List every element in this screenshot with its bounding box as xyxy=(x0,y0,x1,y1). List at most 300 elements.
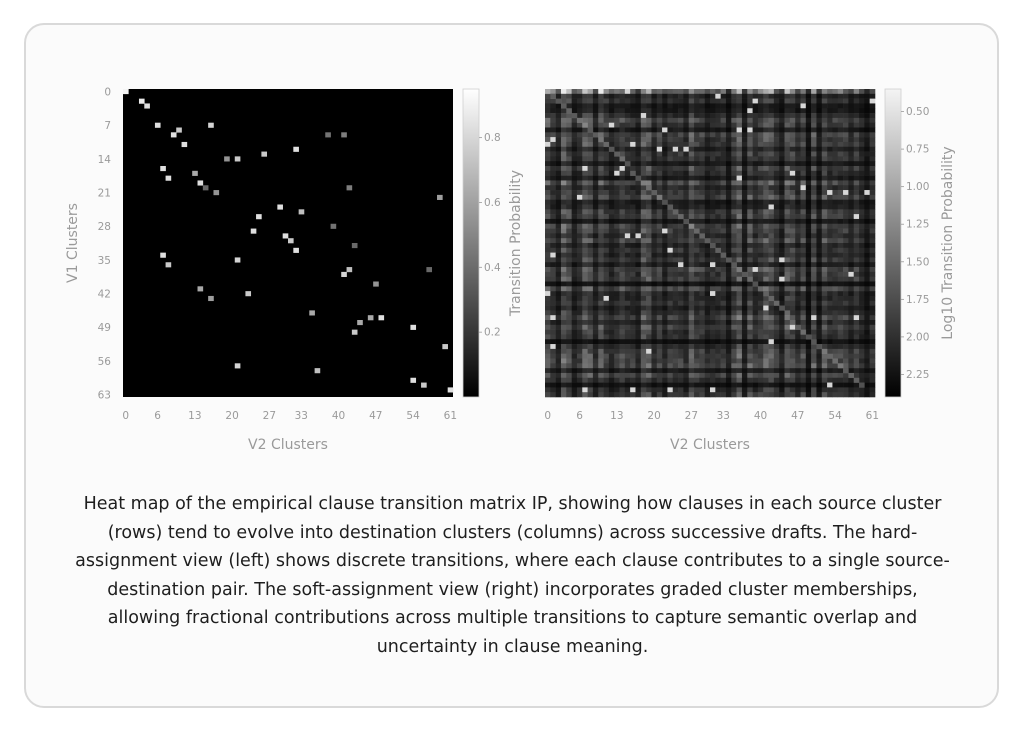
heatmap-cell xyxy=(678,99,684,104)
heatmap-cell xyxy=(864,147,870,152)
heatmap-cell xyxy=(598,286,604,291)
heatmap-cell xyxy=(848,330,854,335)
heatmap-cell xyxy=(710,233,716,238)
heatmap-cell xyxy=(758,378,764,383)
heatmap-cell xyxy=(545,195,551,200)
heatmap-cell xyxy=(827,339,833,344)
heatmap-cell xyxy=(747,137,753,142)
heatmap-cell xyxy=(763,132,769,137)
heatmap-cell xyxy=(550,306,556,311)
heatmap-cell xyxy=(779,301,785,306)
heatmap-cell xyxy=(827,147,833,152)
heatmap-cell xyxy=(790,108,796,113)
heatmap-cell xyxy=(614,89,620,94)
heatmap-cell xyxy=(795,267,801,272)
heatmap-cell xyxy=(753,334,759,339)
heatmap-cell xyxy=(848,128,854,133)
heatmap-cell xyxy=(545,89,551,94)
heatmap-cell xyxy=(625,214,631,219)
heatmap-cell xyxy=(715,123,721,128)
heatmap-cell xyxy=(832,392,838,397)
heatmap-cell xyxy=(827,171,833,176)
heatmap-cell xyxy=(545,128,551,133)
heatmap-cell xyxy=(832,310,838,315)
heatmap-cell xyxy=(545,282,551,287)
heatmap-cell xyxy=(683,200,689,205)
heatmap-cell xyxy=(635,349,641,354)
heatmap-cell xyxy=(699,190,705,195)
heatmap-cell xyxy=(864,200,870,205)
heatmap-cell xyxy=(646,277,652,282)
heatmap-cell xyxy=(838,171,844,176)
heatmap-cell xyxy=(667,277,673,282)
heatmap-cell xyxy=(577,219,583,224)
heatmap-cell xyxy=(705,152,711,157)
heatmap-cell xyxy=(657,392,663,397)
heatmap-cell xyxy=(588,103,594,108)
heatmap-cell xyxy=(582,296,588,301)
heatmap-cell xyxy=(848,344,854,349)
heatmap-cell xyxy=(572,359,578,364)
heatmap-cell xyxy=(577,89,583,94)
heatmap-cell xyxy=(614,166,620,171)
heatmap-cell xyxy=(577,334,583,339)
heatmap-cell xyxy=(747,185,753,190)
heatmap-cell xyxy=(806,224,812,229)
heatmap-cell xyxy=(726,325,732,330)
heatmap-cell xyxy=(816,257,822,262)
heatmap-cell xyxy=(816,176,822,181)
heatmap-cell xyxy=(699,363,705,368)
heatmap-cell xyxy=(705,190,711,195)
heatmap-cell xyxy=(774,253,780,258)
heatmap-cell xyxy=(790,291,796,296)
heatmap-cell xyxy=(609,354,615,359)
heatmap-cell xyxy=(139,99,145,104)
heatmap-cell xyxy=(854,354,860,359)
heatmap-cell xyxy=(763,272,769,277)
heatmap-cell xyxy=(705,118,711,123)
heatmap-cell xyxy=(758,128,764,133)
heatmap-cell xyxy=(747,257,753,262)
heatmap-cell xyxy=(832,99,838,104)
heatmap-cell xyxy=(859,243,865,248)
heatmap-cell xyxy=(790,147,796,152)
heatmap-cell xyxy=(800,171,806,176)
heatmap-cell xyxy=(678,89,684,94)
heatmap-cell xyxy=(848,103,854,108)
heatmap-cell xyxy=(785,161,791,166)
heatmap-cell xyxy=(678,330,684,335)
heatmap-cell xyxy=(620,296,626,301)
heatmap-cell xyxy=(561,330,567,335)
heatmap-cell xyxy=(598,161,604,166)
heatmap-cell xyxy=(779,354,785,359)
heatmap-cell xyxy=(806,214,812,219)
heatmap-cell xyxy=(694,238,700,243)
heatmap-cell xyxy=(843,248,849,253)
heatmap-cell xyxy=(566,339,572,344)
heatmap-cell xyxy=(816,330,822,335)
heatmap-cell xyxy=(651,156,657,161)
heatmap-cell xyxy=(790,383,796,388)
heatmap-cell xyxy=(848,229,854,234)
heatmap-cell xyxy=(593,103,599,108)
heatmap-cell xyxy=(646,306,652,311)
heatmap-cell xyxy=(545,103,551,108)
heatmap-cell xyxy=(742,363,748,368)
heatmap-cell xyxy=(795,272,801,277)
heatmap-cell xyxy=(795,161,801,166)
heatmap-cell xyxy=(561,166,567,171)
heatmap-cell xyxy=(832,185,838,190)
heatmap-cell xyxy=(721,383,727,388)
heatmap-cell xyxy=(689,248,695,253)
heatmap-cell xyxy=(848,137,854,142)
heatmap-cell xyxy=(410,378,416,383)
heatmap-cell xyxy=(203,185,209,190)
heatmap-cell xyxy=(870,166,876,171)
heatmap-cell xyxy=(705,132,711,137)
heatmap-cell xyxy=(790,373,796,378)
heatmap-cell xyxy=(630,185,636,190)
heatmap-cell xyxy=(843,99,849,104)
heatmap-cell xyxy=(832,142,838,147)
heatmap-cell xyxy=(561,262,567,267)
heatmap-cell xyxy=(588,253,594,258)
heatmap-cell xyxy=(651,219,657,224)
heatmap-cell xyxy=(572,176,578,181)
heatmap-cell xyxy=(806,108,812,113)
heatmap-cell xyxy=(572,243,578,248)
heatmap-cell xyxy=(731,190,737,195)
heatmap-cell xyxy=(816,267,822,272)
heatmap-cell xyxy=(635,152,641,157)
heatmap-cell xyxy=(673,147,679,152)
heatmap-cell xyxy=(651,349,657,354)
heatmap-cell xyxy=(737,205,743,210)
heatmap-cell xyxy=(620,272,626,277)
heatmap-cell xyxy=(795,118,801,123)
heatmap-cell xyxy=(609,123,615,128)
heatmap-cell xyxy=(816,118,822,123)
heatmap-cell xyxy=(705,94,711,99)
heatmap-cell xyxy=(572,118,578,123)
heatmap-cell xyxy=(854,137,860,142)
heatmap-cell xyxy=(566,147,572,152)
heatmap-cell xyxy=(795,330,801,335)
heatmap-cell xyxy=(582,209,588,214)
heatmap-cell xyxy=(625,195,631,200)
heatmap-cell xyxy=(710,229,716,234)
heatmap-cell xyxy=(747,89,753,94)
heatmap-cell xyxy=(620,282,626,287)
heatmap-cell xyxy=(678,152,684,157)
heatmap-cell xyxy=(593,238,599,243)
heatmap-cell xyxy=(785,306,791,311)
heatmap-cell xyxy=(854,190,860,195)
heatmap-cell xyxy=(859,344,865,349)
heatmap-cell xyxy=(689,392,695,397)
heatmap-cell xyxy=(689,94,695,99)
heatmap-cell xyxy=(572,306,578,311)
heatmap-cell xyxy=(747,296,753,301)
heatmap-cell xyxy=(545,147,551,152)
heatmap-cell xyxy=(694,291,700,296)
heatmap-cell xyxy=(742,233,748,238)
heatmap-cell xyxy=(747,301,753,306)
heatmap-cell xyxy=(620,123,626,128)
heatmap-cell xyxy=(822,286,828,291)
heatmap-cell xyxy=(790,359,796,364)
heatmap-cell xyxy=(604,315,610,320)
heatmap-cell xyxy=(641,248,647,253)
heatmap-cell xyxy=(604,171,610,176)
heatmap-cell xyxy=(689,286,695,291)
heatmap-cell xyxy=(811,94,817,99)
heatmap-cell xyxy=(566,363,572,368)
heatmap-cell xyxy=(689,373,695,378)
heatmap-cell xyxy=(635,209,641,214)
heatmap-cell xyxy=(790,103,796,108)
heatmap-cell xyxy=(566,137,572,142)
heatmap-cell xyxy=(572,267,578,272)
heatmap-cell xyxy=(737,272,743,277)
heatmap-cell xyxy=(870,282,876,287)
heatmap-cell xyxy=(832,257,838,262)
heatmap-cell xyxy=(838,233,844,238)
heatmap-cell xyxy=(774,238,780,243)
heatmap-cell xyxy=(854,209,860,214)
heatmap-cell xyxy=(790,315,796,320)
heatmap-cell xyxy=(838,185,844,190)
heatmap-cell xyxy=(550,123,556,128)
heatmap-cell xyxy=(566,320,572,325)
heatmap-cell xyxy=(646,128,652,133)
heatmap-cell xyxy=(545,229,551,234)
heatmap-cell xyxy=(811,113,817,118)
heatmap-cell xyxy=(657,349,663,354)
heatmap-cell xyxy=(753,229,759,234)
heatmap-cell xyxy=(625,359,631,364)
heatmap-cell xyxy=(620,378,626,383)
heatmap-cell xyxy=(705,180,711,185)
heatmap-cell xyxy=(609,229,615,234)
heatmap-cell xyxy=(705,209,711,214)
heatmap-cell xyxy=(721,103,727,108)
heatmap-cell xyxy=(625,334,631,339)
heatmap-cell xyxy=(561,142,567,147)
heatmap-cell xyxy=(572,195,578,200)
heatmap-cell xyxy=(758,209,764,214)
heatmap-cell xyxy=(838,200,844,205)
heatmap-cell xyxy=(620,200,626,205)
heatmap-cell xyxy=(742,349,748,354)
x-tick-label: 40 xyxy=(753,410,768,422)
heatmap-cell xyxy=(832,156,838,161)
heatmap-cell xyxy=(721,229,727,234)
heatmap-cell xyxy=(848,224,854,229)
heatmap-cell xyxy=(609,190,615,195)
heatmap-cell xyxy=(811,253,817,258)
heatmap-cell xyxy=(790,94,796,99)
heatmap-cell xyxy=(651,238,657,243)
heatmap-cell xyxy=(747,233,753,238)
heatmap-cell xyxy=(721,89,727,94)
heatmap-cell xyxy=(641,272,647,277)
heatmap-cell xyxy=(790,301,796,306)
heatmap-cell xyxy=(811,156,817,161)
heatmap-cell xyxy=(678,392,684,397)
heatmap-cell xyxy=(816,233,822,238)
heatmap-cell xyxy=(662,200,668,205)
heatmap-cell xyxy=(651,296,657,301)
heatmap-cell xyxy=(689,108,695,113)
heatmap-cell xyxy=(588,161,594,166)
heatmap-cell xyxy=(811,103,817,108)
heatmap-cell xyxy=(646,180,652,185)
heatmap-cell xyxy=(545,209,551,214)
heatmap-cell xyxy=(694,118,700,123)
heatmap-cell xyxy=(641,325,647,330)
heatmap-cell xyxy=(795,123,801,128)
heatmap-cell xyxy=(593,344,599,349)
heatmap-cell xyxy=(577,368,583,373)
heatmap-cell xyxy=(779,166,785,171)
heatmap-cell xyxy=(747,142,753,147)
heatmap-cell xyxy=(864,306,870,311)
heatmap-cell xyxy=(630,142,636,147)
heatmap-cell xyxy=(689,209,695,214)
heatmap-cell xyxy=(742,238,748,243)
heatmap-cell xyxy=(753,354,759,359)
heatmap-cell xyxy=(630,373,636,378)
heatmap-cell xyxy=(859,233,865,238)
heatmap-cell xyxy=(683,103,689,108)
heatmap-cell xyxy=(854,349,860,354)
heatmap-cell xyxy=(694,224,700,229)
heatmap-cell xyxy=(646,291,652,296)
heatmap-cell xyxy=(710,185,716,190)
heatmap-cell xyxy=(864,219,870,224)
heatmap-cell xyxy=(870,373,876,378)
heatmap-cell xyxy=(870,205,876,210)
heatmap-cell xyxy=(598,354,604,359)
heatmap-cell xyxy=(790,233,796,238)
heatmap-cell xyxy=(657,296,663,301)
heatmap-cell xyxy=(806,320,812,325)
heatmap-cell xyxy=(588,291,594,296)
y-tick-label: 0 xyxy=(104,86,111,99)
heatmap-cell xyxy=(577,94,583,99)
heatmap-cell xyxy=(742,132,748,137)
heatmap-cell xyxy=(710,301,716,306)
heatmap-cell xyxy=(630,387,636,392)
heatmap-cell xyxy=(572,296,578,301)
heatmap-cell xyxy=(758,94,764,99)
heatmap-cell xyxy=(838,128,844,133)
heatmap-cell xyxy=(790,118,796,123)
heatmap-cell xyxy=(785,310,791,315)
heatmap-cell xyxy=(710,373,716,378)
heatmap-cell xyxy=(620,190,626,195)
heatmap-cell xyxy=(641,128,647,133)
heatmap-cell xyxy=(758,349,764,354)
heatmap-cell xyxy=(582,152,588,157)
heatmap-cell xyxy=(609,99,615,104)
heatmap-cell xyxy=(870,190,876,195)
heatmap-cell xyxy=(593,123,599,128)
heatmap-cell xyxy=(790,132,796,137)
heatmap-cell xyxy=(620,142,626,147)
heatmap-cell xyxy=(731,142,737,147)
heatmap-cell xyxy=(721,99,727,104)
heatmap-cell xyxy=(657,147,663,152)
heatmap-cell xyxy=(593,99,599,104)
heatmap-cell xyxy=(604,152,610,157)
heatmap-cell xyxy=(747,387,753,392)
heatmap-cell xyxy=(683,383,689,388)
heatmap-cell xyxy=(769,132,775,137)
heatmap-cell xyxy=(646,330,652,335)
heatmap-cell xyxy=(635,103,641,108)
heatmap-cell xyxy=(806,368,812,373)
heatmap-cell xyxy=(827,392,833,397)
heatmap-cell xyxy=(694,286,700,291)
heatmap-cell xyxy=(843,209,849,214)
heatmap-cell xyxy=(854,128,860,133)
heatmap-cell xyxy=(795,99,801,104)
heatmap-cell xyxy=(572,113,578,118)
heatmap-cell xyxy=(646,339,652,344)
heatmap-cell xyxy=(790,282,796,287)
x-tick-label: 6 xyxy=(576,410,583,422)
heatmap-cell xyxy=(442,344,448,349)
heatmap-cell xyxy=(710,378,716,383)
heatmap-cell xyxy=(651,368,657,373)
heatmap-cell xyxy=(800,195,806,200)
heatmap-cell xyxy=(710,214,716,219)
heatmap-cell xyxy=(753,166,759,171)
heatmap-cell xyxy=(710,383,716,388)
heatmap-cell xyxy=(721,243,727,248)
heatmap-cell xyxy=(598,89,604,94)
heatmap-cell xyxy=(790,363,796,368)
heatmap-cell xyxy=(811,392,817,397)
heatmap-cell xyxy=(545,310,551,315)
heatmap-cell xyxy=(651,123,657,128)
heatmap-cell xyxy=(742,320,748,325)
heatmap-cell xyxy=(832,200,838,205)
heatmap-cell xyxy=(561,89,567,94)
heatmap-cell xyxy=(721,339,727,344)
heatmap-cell xyxy=(620,209,626,214)
heatmap-cell xyxy=(774,128,780,133)
heatmap-cell xyxy=(747,267,753,272)
heatmap-cell xyxy=(630,349,636,354)
heatmap-cell xyxy=(870,253,876,258)
heatmap-cell xyxy=(694,325,700,330)
heatmap-cell xyxy=(582,205,588,210)
heatmap-cell xyxy=(854,306,860,311)
heatmap-cell xyxy=(715,99,721,104)
heatmap-cell xyxy=(646,325,652,330)
heatmap-cell xyxy=(657,176,663,181)
heatmap-cell xyxy=(657,132,663,137)
heatmap-cell xyxy=(715,291,721,296)
heatmap-cell xyxy=(224,156,230,161)
heatmap-cell xyxy=(635,94,641,99)
